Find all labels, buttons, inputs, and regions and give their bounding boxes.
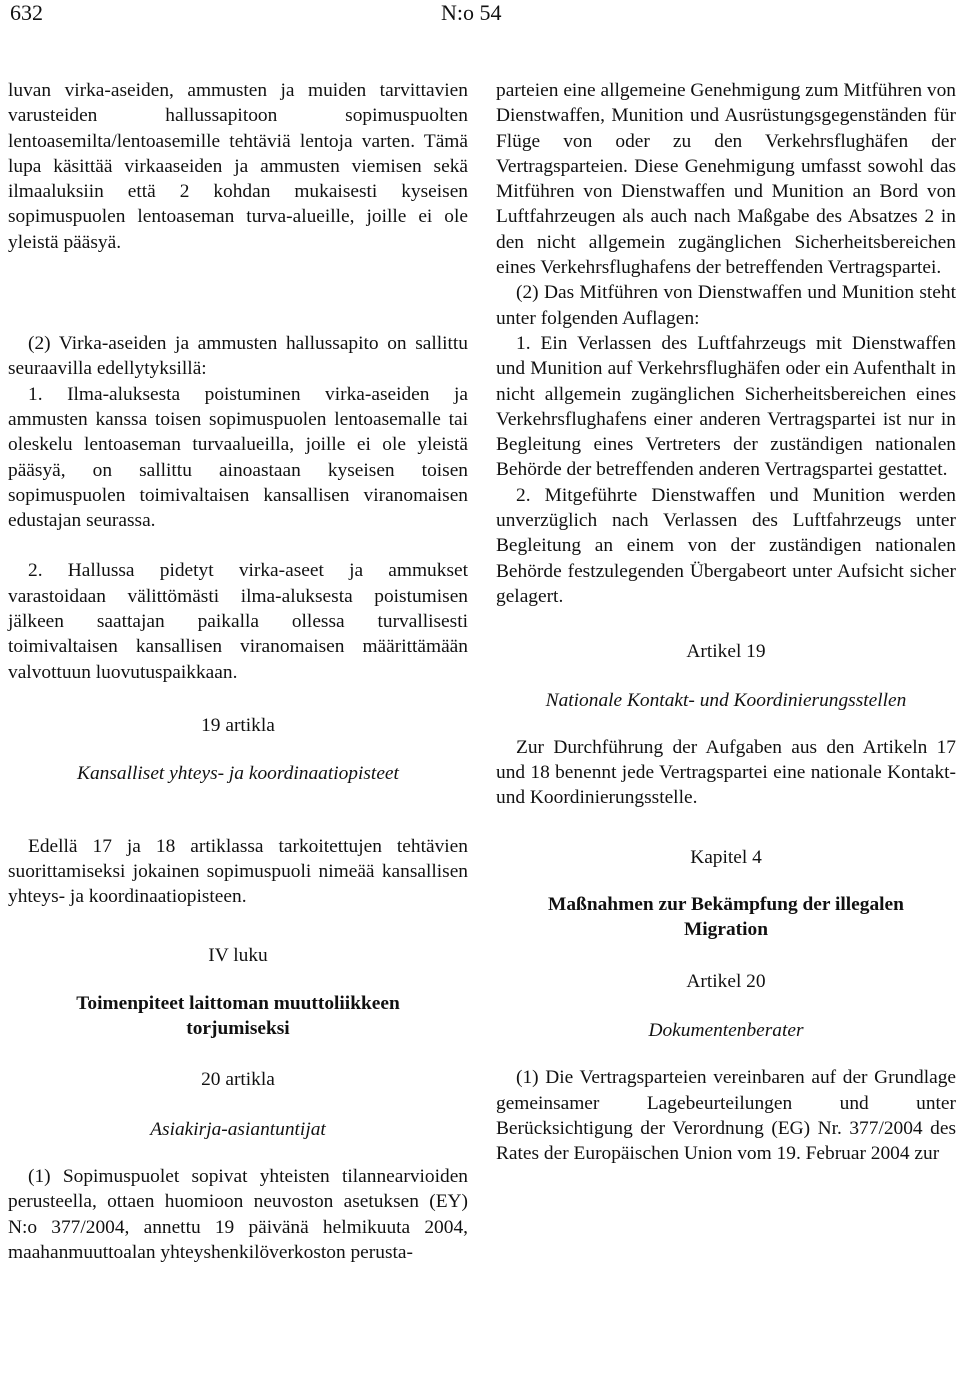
finnish-column: [8, 78, 468, 1265]
de-intro-paragraph: parteien eine allgemeine Genehmigung zum Mitführen von Dienstwaffen, Munition und Ausrüstungsgegenständen für Flüge von oder zu den Verkehrsflughäfen der Vertragsparteien. Diese Genehmigung umfasst sowohl das Mitführen von Dienstwaffen und Munition an Bord von Luftfahrzeugen als auch nach Maßgabe des Absatzes 2 in den nicht allgemein zugänglichen Sicherheitsbereichen eines Verkehrsflughafens der betreffenden Vertragspartei.: [496, 80, 956, 279]
de-article-19-title: Nationale Kontakt- und Koordinierungsstellen: [545, 689, 907, 711]
fi-intro-paragraph: luvan virka-aseiden, ammusten ja muiden tarvittavien varusteiden hallussapitoon sopimuspuolten lentoasemilta/lentoasemille tehtäviä lentoja varten. Tämä lupa käsittää virkaaseiden ja ammusten viemisen sekä ilmaaluksiin että 2 kohdan mukaisesti kyseisen sopimuspuolen lentoaseman turva-alueille, joille ei ole yleistä pääsyä.: [8, 80, 468, 253]
de-item-2: 2. Mitgeführte Dienstwaffen und Munition werden unverzüglich nach Verlassen des Luftfahrzeugs unter Begleitung an einem von der zuständigen nationalen Behörde festzulegenden Übergabeort unter Aufsicht sicher gelagert.: [496, 484, 956, 607]
de-article-19-heading: Artikel 19: [686, 641, 766, 663]
fi-chapter-title: Toimenpiteet laittoman muuttoliikkeen torjumiseksi: [76, 992, 400, 1040]
german-column: [496, 78, 956, 1166]
fi-article-19-title: Kansalliset yhteys- ja koordinaatiopisteet: [77, 763, 399, 785]
fi-item-1: 1. Ilma-aluksesta poistuminen virka-aseiden ja ammusten kanssa toisen sopimuspuolen lentoasemalle tai oleskelu lentoaseman turvaalueilla, joille ei ole yleistä pääsyä, on sallittu ainoastaan kyseisen toisen sopimuspuolen toimivaltaisen kansallisen viranomaisen edustajan seurassa.: [8, 383, 468, 532]
fi-item-2: 2. Hallussa pidetyt virka-aseet ja ammukset varastoidaan välittömästi ilma-aluksesta poistumisen jälkeen saattajan paikalla ollessa turvallisesti toimivaltaisen kansallisen viranomaisen määrittämään valvottuun luovutuspaikkaan.: [8, 560, 468, 683]
de-item-1: 1. Ein Verlassen des Luftfahrzeugs mit Dienstwaffen und Munition auf Verkehrsflughäfen oder ein Aufenthalt in nicht allgemein zugänglichen Sicherheitsbereichen eines Verkehrsflughafens einer anderen Vertragspartei ist nur in Begleitung eines Vertreters der zuständigen nationalen Behörde der betreffenden anderen Vertragspartei gestattet.: [496, 332, 956, 481]
fi-article-19-heading: 19 artikla: [201, 714, 275, 736]
de-paragraph-2: (2) Das Mitführen von Dienstwaffen und Munition steht unter folgenden Auflagen:: [496, 282, 956, 329]
de-article-19-text: Zur Durchführung der Aufgaben aus den Artikeln 17 und 18 benennt jede Vertragspartei eine nationale Kontakt- und Koordinierungsstelle.: [496, 736, 956, 809]
fi-chapter-heading: IV luku: [208, 945, 268, 967]
de-chapter-heading: Kapitel 4: [690, 846, 762, 868]
fi-article-20-text: (1) Sopimuspuolet sopivat yhteisten tilannearvioiden perusteella, ottaen huomioon neuvoston asetuksen (EY) N:o 377/2004, annettu 19 päivänä helmikuuta 2004, maahanmuuttoalan yhteyshenkilöverkoston perusta-: [8, 1165, 468, 1263]
de-chapter-title: Maßnahmen zur Bekämpfung der illegalen Migration: [548, 894, 904, 941]
issue-number: N:o 54: [441, 0, 502, 25]
de-article-20-heading: Artikel 20: [686, 970, 766, 992]
de-article-20-title: Dokumentenberater: [648, 1019, 804, 1041]
fi-article-20-heading: 20 artikla: [201, 1069, 275, 1091]
fi-article-19-text: Edellä 17 ja 18 artiklassa tarkoitettujen tehtävien suorittamiseksi jokainen sopimuspuoli nimeää kansallisen yhteys- ja koordinaatiopisteen.: [8, 835, 468, 908]
fi-paragraph-2: (2) Virka-aseiden ja ammusten hallussapito on sallittu seuraavilla edellytyksillä:: [8, 333, 468, 380]
de-article-20-text: (1) Die Vertragsparteien vereinbaren auf der Grundlage gemeinsamer Lagebeurteilungen und unter Berücksichtigung der Verordnung (EG) Nr. 377/2004 des Rates der Europäischen Union vom 19. Februar 2004 zur: [496, 1067, 956, 1165]
fi-article-20-title: Asiakirja-asiantuntijat: [150, 1118, 326, 1140]
page-number: 632: [10, 0, 43, 25]
